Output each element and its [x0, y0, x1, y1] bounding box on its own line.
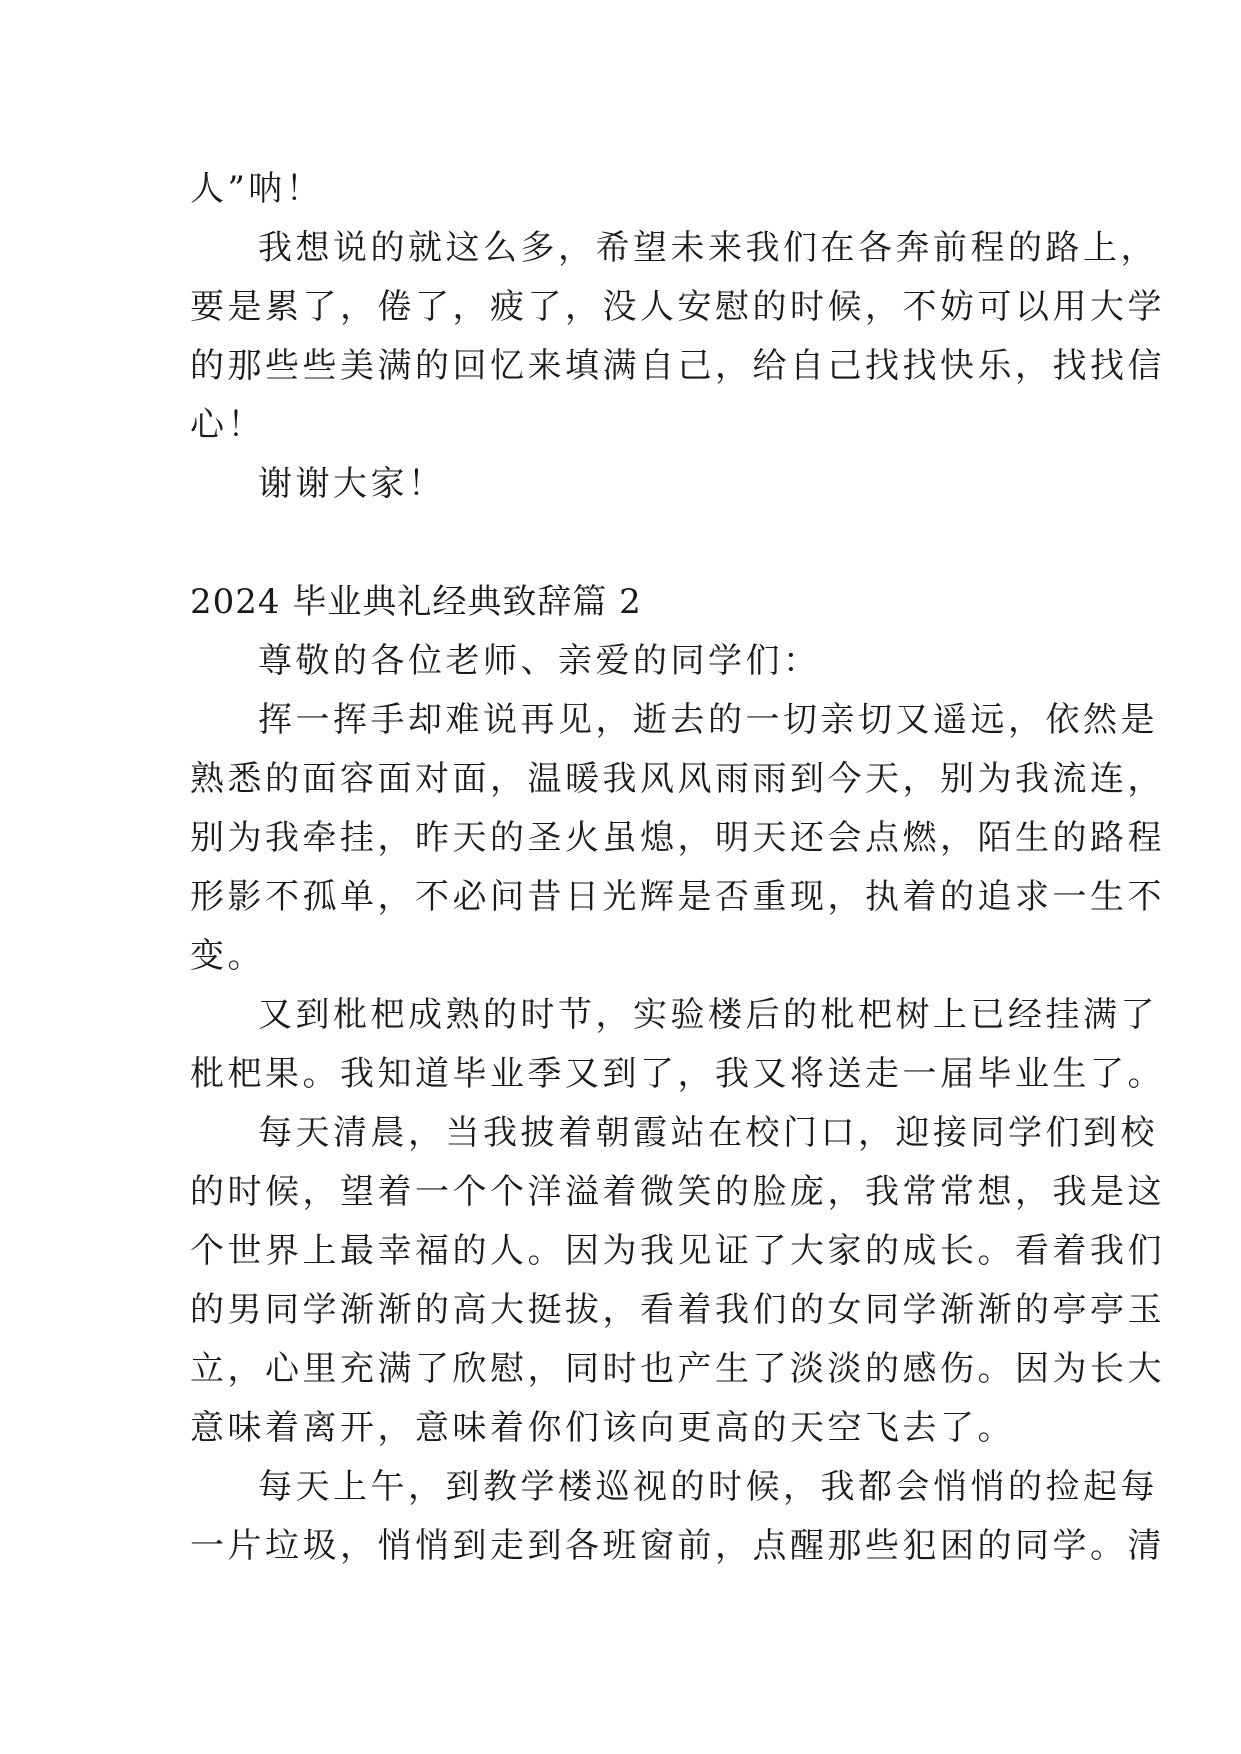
text-line: 形影不孤单，不必问昔日光辉是否重现，执着的追求一生不 — [190, 877, 1165, 917]
text-line: 人”呐！ — [190, 169, 324, 209]
text-line: 立，心里充满了欣慰，同时也产生了淡淡的感伤。因为长大 — [190, 1349, 1165, 1389]
text-line: 每天清晨，当我披着朝霞站在校门口，迎接同学们到校 — [258, 1113, 1158, 1153]
greeting-line: 尊敬的各位老师、亲爱的同学们： — [258, 641, 821, 681]
text-line: 的时候，望着一个个洋溢着微笑的脸庞，我常常想，我是这 — [190, 1172, 1165, 1212]
text-line: 我想说的就这么多，希望未来我们在各奔前程的路上， — [258, 228, 1158, 268]
thanks-line: 谢谢大家！ — [258, 464, 446, 504]
text-line: 的那些些美满的回忆来填满自己，给自己找找快乐，找找信 — [190, 346, 1165, 386]
text-line: 要是累了，倦了，疲了，没人安慰的时候，不妨可以用大学 — [190, 287, 1165, 327]
text-line: 变。 — [190, 936, 265, 976]
section-title: 2024 毕业典礼经典致辞篇 2 — [190, 582, 642, 622]
text-line: 意味着离开，意味着你们该向更高的天空飞去了。 — [190, 1408, 1015, 1448]
text-line: 心！ — [190, 405, 265, 445]
document-page — [190, 160, 1165, 1576]
text-line: 个世界上最幸福的人。因为我见证了大家的成长。看着我们 — [190, 1231, 1165, 1271]
text-line: 熟悉的面容面对面，温暖我风风雨雨到今天，别为我流连， — [190, 759, 1165, 799]
text-line: 枇杷果。我知道毕业季又到了，我又将送走一届毕业生了。 — [190, 1054, 1165, 1094]
text-line: 每天上午，到教学楼巡视的时候，我都会悄悄的捡起每 — [258, 1467, 1158, 1507]
text-line: 别为我牵挂，昨天的圣火虽熄，明天还会点燃，陌生的路程 — [190, 818, 1165, 858]
text-line: 一片垃圾，悄悄到走到各班窗前，点醒那些犯困的同学。清 — [190, 1526, 1165, 1566]
text-line: 又到枇杷成熟的时节，实验楼后的枇杷树上已经挂满了 — [258, 995, 1158, 1035]
section-gap — [190, 514, 1070, 573]
text-line: 挥一挥手却难说再见，逝去的一切亲切又遥远，依然是 — [258, 700, 1158, 740]
text-line: 的男同学渐渐的高大挺拔，看着我们的女同学渐渐的亭亭玉 — [190, 1290, 1165, 1330]
